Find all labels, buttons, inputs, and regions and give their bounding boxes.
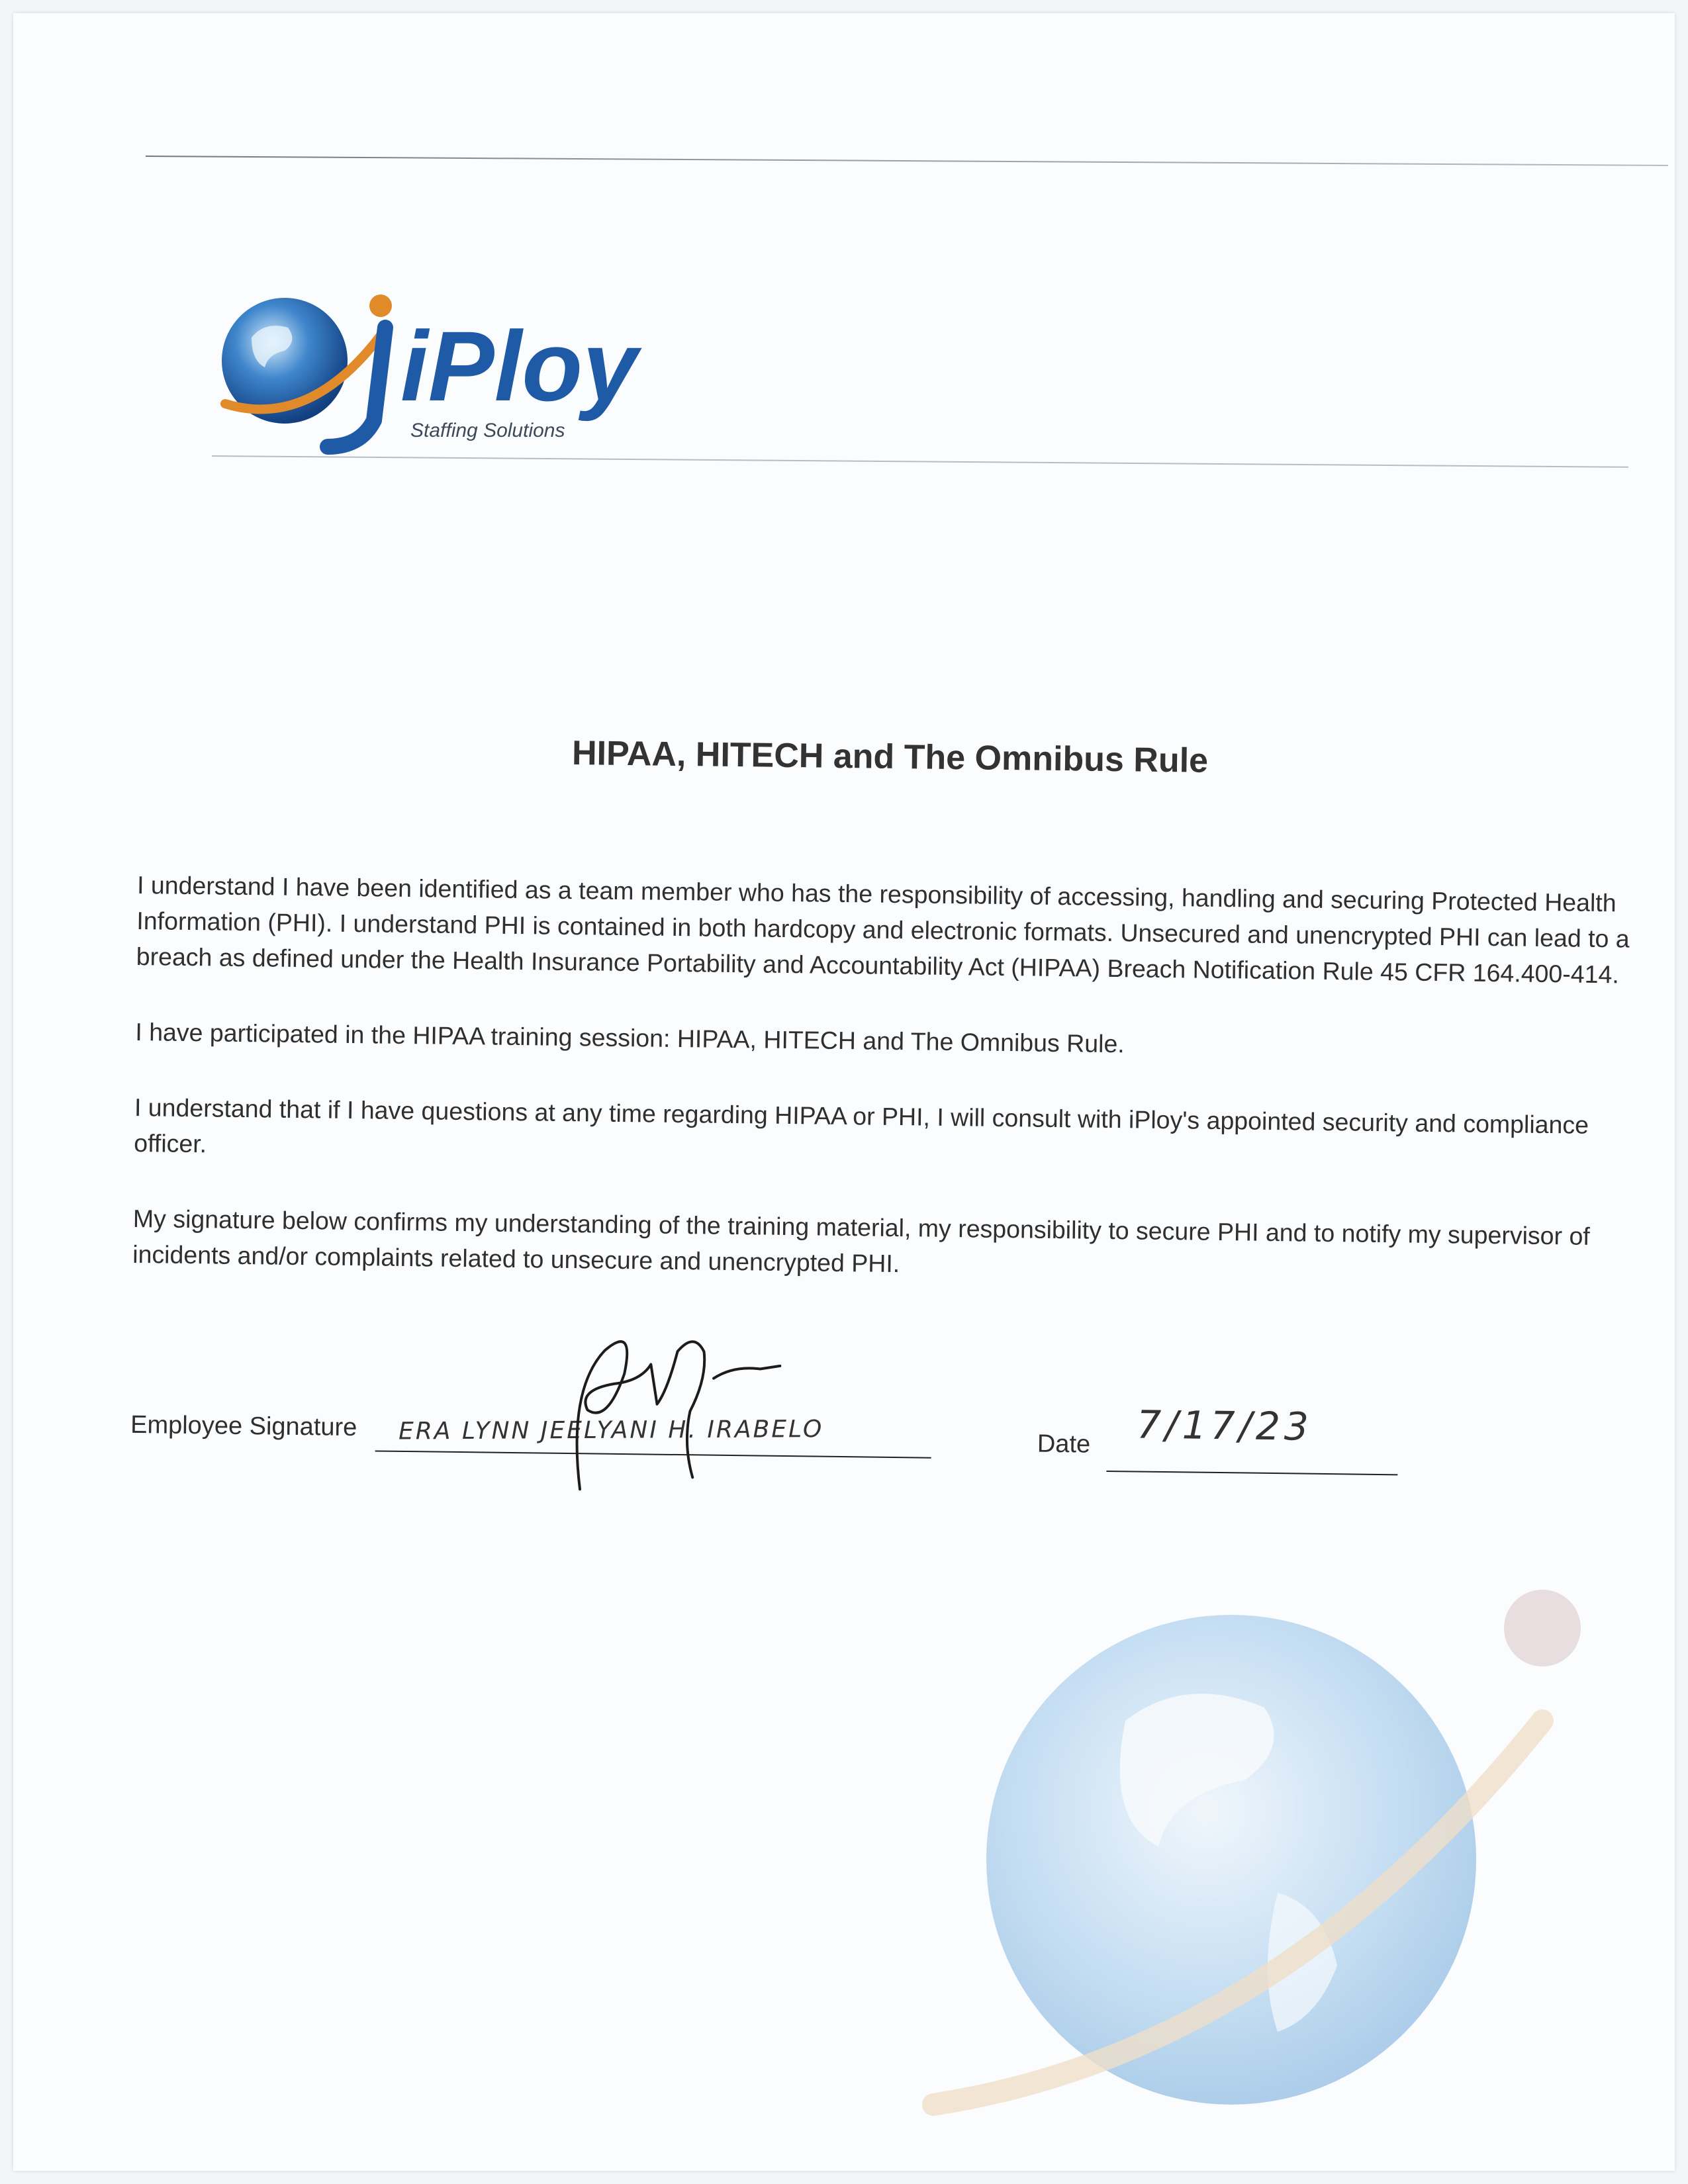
- globe-watermark-icon: [907, 1549, 1635, 2144]
- signature-scribble-icon: [540, 1310, 887, 1513]
- fold-line: [146, 156, 1668, 166]
- document-title: HIPAA, HITECH and The Omnibus Rule: [571, 733, 1209, 780]
- signature-row: [130, 1312, 1634, 1502]
- globe-watermark: [907, 1549, 1635, 2144]
- paragraph-questions: I understand that if I have questions at any time regarding HIPAA or PHI, I will consult with iPloy's appointed security and compliance officer.: [134, 1093, 1589, 1158]
- date-line: [1106, 1471, 1397, 1475]
- company-logo: [212, 278, 688, 457]
- scanned-page: [13, 13, 1675, 2171]
- date-label: Date: [1037, 1430, 1091, 1459]
- paragraph-responsibility: I understand I have been identified as a team member who has the responsibility of accessing, handling and securing Protected Health Information (PHI). I understand PHI is contained in both hardcopy and electronic formats. Unsecured and unencrypted PHI can lead to a breach as defined under the Health Insurance Portability and Accountability Act (HIPAA) Breach Notification Rule 45 CFR 164.400-414.: [136, 870, 1630, 989]
- logo-brand-text: iPloy: [400, 310, 638, 422]
- printed-employee-name: ERA LYNN JEELYANI H. IRABELO: [398, 1416, 824, 1445]
- document-body: [130, 728, 1642, 1502]
- date-value: 7/17/23: [1136, 1402, 1313, 1449]
- employee-signature-label: Employee Signature: [130, 1410, 357, 1442]
- paragraph-training: I have participated in the HIPAA training session: HIPAA, HITECH and The Omnibus Rule.: [135, 1017, 1125, 1058]
- header-divider: [212, 455, 1628, 468]
- paragraph-confirmation: My signature below confirms my understanding of the training material, my responsibility to secure PHI and to notify my supervisor of incidents and/or complaints related to unsecure and unencrypted PHI.: [132, 1204, 1591, 1278]
- logo-tagline: Staffing Solutions: [410, 420, 565, 441]
- globe-logo-icon: [212, 278, 688, 457]
